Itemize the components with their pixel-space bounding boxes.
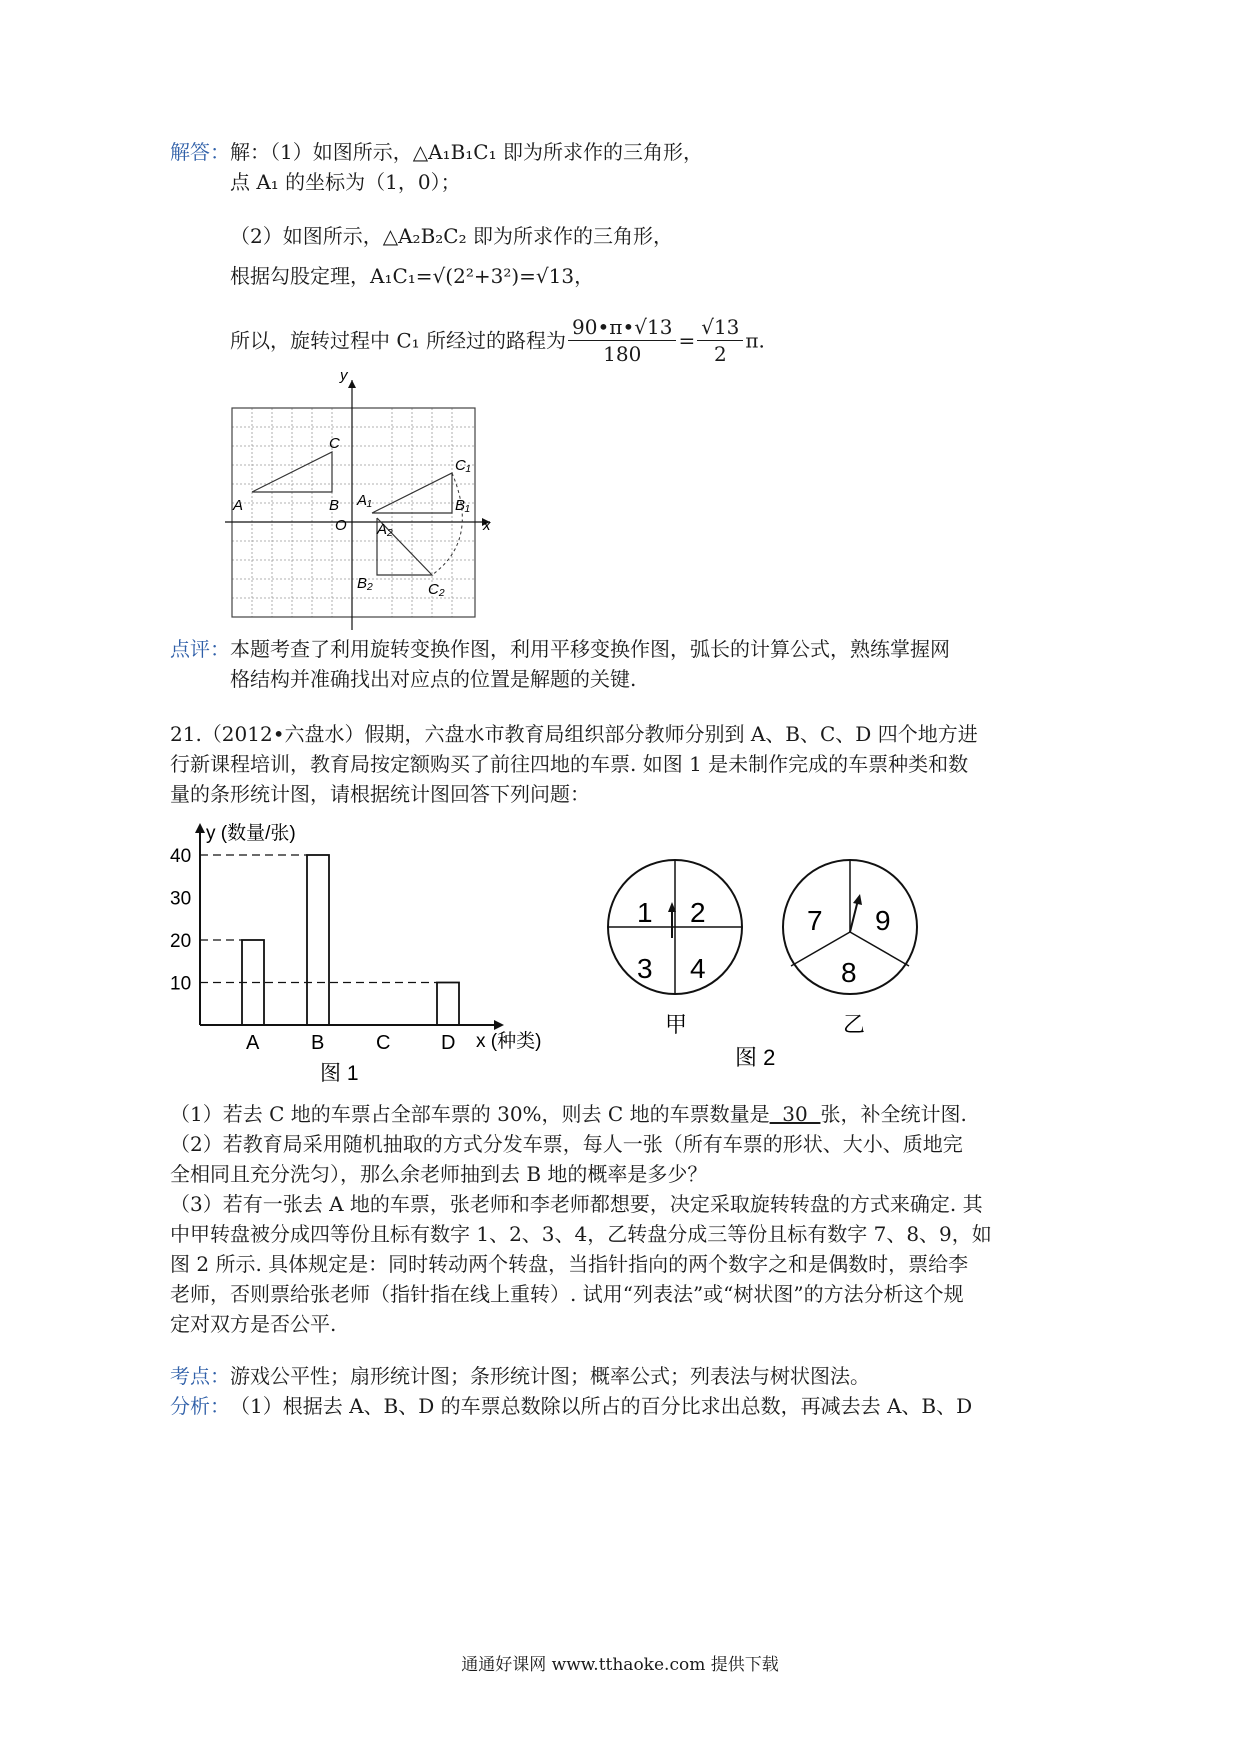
arc-length-suffix: π.	[745, 328, 765, 353]
spinner-yi-n9: 9	[875, 905, 891, 936]
problem-line-2: 行新课程培训，教育局按定额购买了前往四地的车票. 如图 1 是未制作完成的车票种类和数	[170, 752, 969, 776]
spinner-jia-n1: 1	[637, 897, 653, 928]
chart-ytick-10: 10	[170, 973, 192, 995]
question-3-line-1: （3）若有一张去 A 地的车票，张老师和李老师都想要，决定采取旋转转盘的方式来确定. 其	[170, 1192, 983, 1216]
label-c2: C₂	[428, 581, 445, 598]
chart-ytick-30: 30	[170, 888, 192, 910]
chart-bar-B	[307, 855, 329, 1025]
answer-label: 解答：	[170, 140, 230, 164]
label-a2: A₂	[377, 521, 393, 538]
spinners-figure	[595, 850, 935, 1080]
spinner-jia-name: 甲	[665, 1012, 688, 1037]
chart-category-D: D	[441, 1032, 456, 1054]
spinner-yi-pointer	[850, 900, 858, 932]
spinner-jia-n2: 2	[690, 897, 706, 928]
chart-category-C: C	[376, 1032, 391, 1054]
chart-x-arrow	[494, 1020, 504, 1030]
chart-ytick-20: 20	[170, 931, 192, 952]
bar-chart	[160, 815, 570, 1095]
question-3-line-4: 老师，否则票给张老师（指针指在线上重转）. 试用“列表法”或“树状图”的方法分析这个规	[170, 1282, 964, 1306]
chart-xlabel: x (种类)	[476, 1031, 542, 1052]
chart-bar-D	[437, 983, 459, 1026]
comment-label: 点评：	[170, 637, 230, 661]
answer-line-1: 解：（1）如图所示，△A₁B₁C₁ 即为所求作的三角形，	[230, 140, 703, 164]
label-a1: A₁	[357, 492, 372, 509]
triangle-a1b1c1	[372, 473, 452, 513]
label-b1: B₁	[455, 497, 470, 514]
spinner-yi-n7: 7	[807, 905, 823, 936]
problem-line-1: 21.（2012•六盘水）假期，六盘水市教育局组织部分教师分别到 A、B、C、D 四个地方进	[170, 722, 978, 746]
label-o: O	[335, 517, 347, 534]
spinner-yi-pointer-head	[853, 894, 862, 905]
answer-line-3: （2）如图所示，△A₂B₂C₂ 即为所求作的三角形，	[230, 224, 673, 248]
arc-length-prefix: 所以，旋转过程中 C₁ 所经过的路程为	[230, 328, 567, 353]
kaodian-text: 游戏公平性；扇形统计图；条形统计图；概率公式；列表法与树状图法。	[230, 1364, 870, 1388]
y-axis-arrow	[348, 380, 356, 388]
coordinate-grid-figure	[225, 370, 515, 630]
pythagoras-formula: √(2²+3²)=√13，	[432, 264, 595, 288]
fraction-2-denominator: 2	[713, 342, 727, 366]
page-footer: 通通好课网 www.tthaoke.com 提供下载	[461, 1655, 779, 1675]
spinner-jia-n3: 3	[637, 953, 653, 984]
fraction-1-numerator: 90•π•√13	[568, 314, 676, 341]
answer-line-2: 点 A₁ 的坐标为（1，0）；	[230, 170, 461, 194]
chart-category-B: B	[311, 1032, 325, 1054]
fenxi-text: （1）根据去 A、B、D 的车票总数除以所占的百分比求出总数，再减去去 A、B、D	[230, 1394, 973, 1418]
label-a: A	[233, 497, 244, 514]
arc-length-line: 所以，旋转过程中 C₁ 所经过的路程为 $\frac{90•\pi•√13}{180}$ = $\frac{√13}{2}$ π.	[230, 315, 765, 366]
comment-line-1: 本题考查了利用旋转变换作图，利用平移变换作图，弧长的计算公式，熟练掌握网	[230, 637, 950, 661]
chart-category-A: A	[246, 1032, 260, 1054]
label-y: y	[340, 370, 348, 384]
question-3-line-5: 定对双方是否公平.	[170, 1312, 337, 1336]
label-x: x	[483, 517, 491, 534]
fraction-1	[568, 314, 676, 367]
question-3-line-3: 图 2 所示. 具体规定是：同时转动两个转盘，当指针指向的两个数字之和是偶数时，票给李	[170, 1252, 969, 1276]
spinners-caption: 图 2	[735, 1045, 776, 1070]
fraction-2	[697, 314, 743, 367]
label-c1: C₁	[455, 457, 471, 474]
spinner-yi-name: 乙	[843, 1012, 866, 1037]
fraction-2-numerator: √13	[697, 314, 743, 341]
label-c: C	[329, 435, 340, 452]
question-1-prefix: （1）若去 C 地的车票占全部车票的 30%，则去 C 地的车票数量是	[170, 1102, 770, 1126]
label-b2: B₂	[357, 575, 373, 592]
question-2-line-2: 全相同且充分洗匀），那么余老师抽到去 B 地的概率是多少？	[170, 1162, 708, 1186]
question-1	[170, 1100, 967, 1128]
fraction-1-denominator: 180	[603, 342, 642, 366]
spinner-yi-n8: 8	[841, 957, 857, 988]
chart-ytick-40: 40	[170, 846, 192, 867]
kaodian-label: 考点：	[170, 1364, 230, 1388]
chart-ylabel: y (数量/张)	[206, 823, 296, 844]
chart-caption: 图 1	[320, 1062, 359, 1085]
spinner-jia-n4: 4	[690, 953, 706, 984]
comment-line-2: 格结构并准确找出对应点的位置是解题的关键.	[230, 667, 637, 691]
spinner-yi-line-3	[850, 932, 909, 966]
label-b: B	[329, 497, 340, 514]
pythagoras-line	[230, 262, 594, 290]
pythagoras-prefix: 根据勾股定理，A₁C₁=	[230, 264, 433, 288]
fenxi-label: 分析：	[170, 1394, 230, 1418]
question-2-line-1: （2）若教育局采用随机抽取的方式分发车票，每人一张（所有车票的形状、大小、质地完	[170, 1132, 963, 1156]
question-3-line-2: 中甲转盘被分成四等份且标有数字 1、2、3、4，乙转盘分成三等份且标有数字 7、8、9，如	[170, 1222, 992, 1246]
question-1-answer: 30	[769, 1102, 821, 1126]
problem-line-3: 量的条形统计图，请根据统计图回答下列问题：	[170, 782, 590, 806]
question-1-suffix: 张，补全统计图.	[820, 1102, 967, 1126]
chart-y-arrow	[195, 823, 205, 833]
